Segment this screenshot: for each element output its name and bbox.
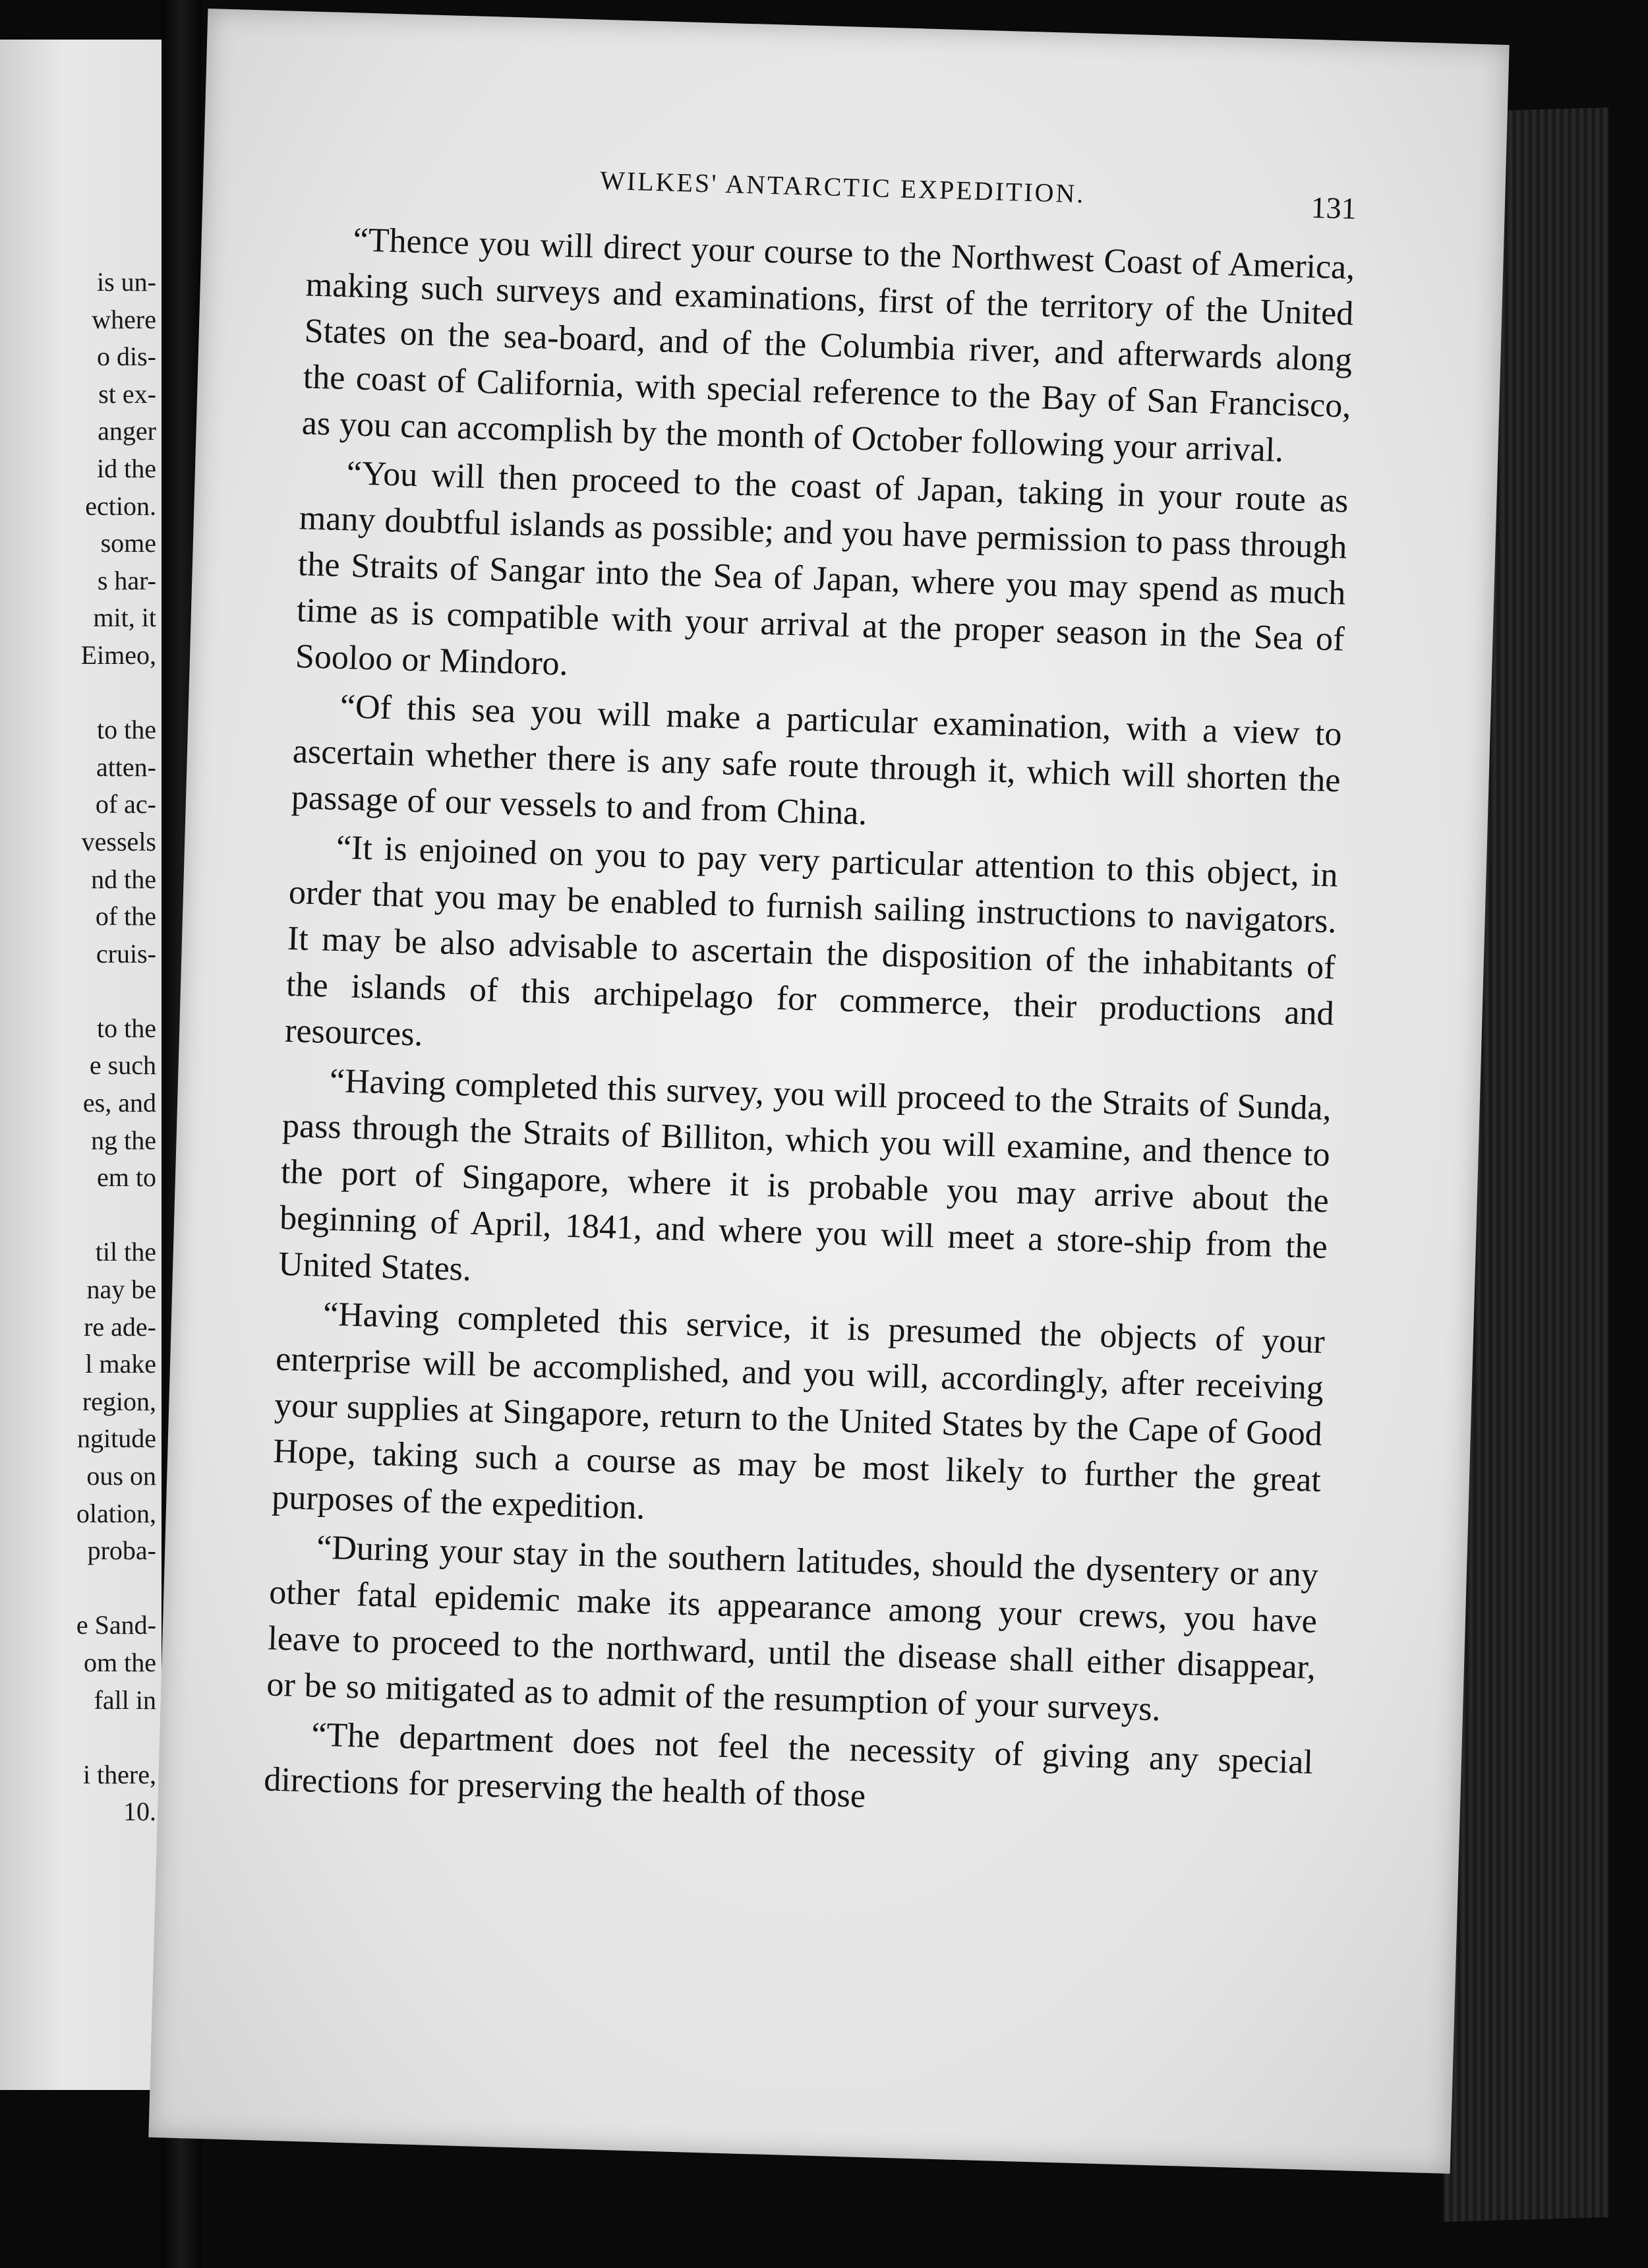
left-page-fragment: re ade-	[84, 1311, 156, 1342]
left-page-gap	[0, 674, 156, 712]
left-page-fragment: id the	[97, 453, 156, 483]
left-page-fragment: atten-	[96, 752, 156, 782]
page-text-block	[264, 156, 1357, 1832]
left-page-fragment: where	[92, 304, 156, 334]
left-page-fragment: region,	[82, 1386, 156, 1416]
left-page-fragment: vessels	[81, 826, 156, 856]
left-page-fragment: of the	[95, 901, 156, 932]
left-page-fragment: fall in	[94, 1685, 156, 1715]
paragraph: “It is enjoined on you to pay very particular attention to this object, in order that you may be enabled to furnish sailing instructions to navigators. It may be also advisable to ascertain the disposition of the inhabitants of the islands of this archipelago for commerce, their productions and resources.	[284, 828, 1339, 1054]
paragraph: “The department does not feel the necessity of giving any special directions for preserving the health of those	[263, 1716, 1314, 1815]
left-page-fragment: l make	[85, 1349, 156, 1379]
left-page-fragment: anger	[98, 416, 156, 446]
left-page-fragment: ous on	[86, 1461, 156, 1491]
left-page-fragment: til the	[95, 1237, 156, 1267]
left-page-fragment: om the	[84, 1647, 156, 1677]
left-page-fragment: olation,	[76, 1498, 156, 1528]
left-page-fragment: st ex-	[98, 378, 156, 409]
left-page-fragment: to the	[97, 1013, 156, 1043]
left-page-fragment: es, and	[82, 1088, 156, 1118]
left-page-fragment: s har-	[97, 565, 156, 595]
left-page-fragment: 10.	[123, 1797, 156, 1827]
left-page-fragment: of ac-	[95, 789, 156, 820]
left-page-fragment: some	[100, 528, 156, 558]
left-page-fragment: e such	[89, 1050, 156, 1081]
right-page	[148, 9, 1509, 2174]
left-page-fragment: o dis-	[97, 342, 156, 372]
left-page-fragment: cruis-	[96, 938, 156, 969]
running-head-title: WILKES' ANTARCTIC EXPEDITION.	[599, 165, 1086, 209]
left-page-fragment: mit, it	[93, 603, 156, 633]
left-page-fragment: ng the	[91, 1125, 156, 1155]
paragraph: “During your stay in the southern latitudes, should the dysentery or any other fatal epidemic make its appearance among your crews, you have leave to proceed to the northward, until the disease shall either disappear, or be so mitigated as to admit of the resumption of your surveys.	[266, 1528, 1319, 1729]
paragraph: “Thence you will direct your course to the Northwest Coast of America, making such surveys and examinations, first of the territory of the United States on the sea-board, and of the Columbia river, and afterwards along the coast of California, with special reference to the Bay of San Francisco, as you can accomplish by the month of October following your arrival.	[301, 221, 1355, 469]
left-page-fragment: ection.	[85, 491, 156, 521]
left-page-fragment: proba-	[87, 1536, 156, 1566]
paragraph: “You will then proceed to the coast of Japan, taking in your route as many doubtful islands as possible; and you have permission to pass through the Straits of Sangar into the Sea of Japan, where you may spend as much time as is compatible with your arrival at the proper season in the Sea of Sooloo or Mindoro.	[295, 454, 1349, 683]
left-page-fragment: Eimeo,	[80, 640, 156, 670]
page-number: 131	[1310, 190, 1357, 225]
left-page-line-fragments	[0, 264, 156, 1831]
paragraph: “Having completed this survey, you will proceed to the Straits of Sunda, pass through the Straits of Billiton, which you will examine, and thence to the port of Singapore, where it is probable you may arrive about the beginning of April, 1841, and where you will meet a store-ship from the United States.	[278, 1061, 1332, 1288]
left-page-fragment: nd the	[91, 864, 156, 894]
left-page-gap	[0, 1719, 156, 1756]
paragraph: “Having completed this service, it is presumed the objects of your enterprise will be accomplished, and you will, accordingly, after receiving your supplies at Singapore, return to the United States by the Cape of Good Hope, taking such a course as may be most likely to further the great purposes of the expedition.	[271, 1295, 1326, 1527]
left-page-fragment: nay be	[86, 1274, 156, 1305]
left-page-fragment: e Sand-	[76, 1610, 156, 1640]
left-page-fragment: is un-	[97, 267, 156, 297]
left-page-fragment: ngitude	[77, 1423, 156, 1454]
left-page-gap	[0, 972, 156, 1010]
left-page-fragment: i there,	[82, 1759, 156, 1789]
paragraph: “Of this sea you will make a particular examination, with a view to ascertain whether there is any safe route through it, which will shorten the passage of our vessels to and from China.	[291, 688, 1343, 833]
left-facing-page	[0, 40, 162, 2090]
left-page-gap	[0, 1197, 156, 1234]
left-page-fragment: em to	[97, 1162, 156, 1193]
left-page-fragment: to the	[97, 715, 156, 745]
left-page-gap	[0, 1570, 156, 1607]
